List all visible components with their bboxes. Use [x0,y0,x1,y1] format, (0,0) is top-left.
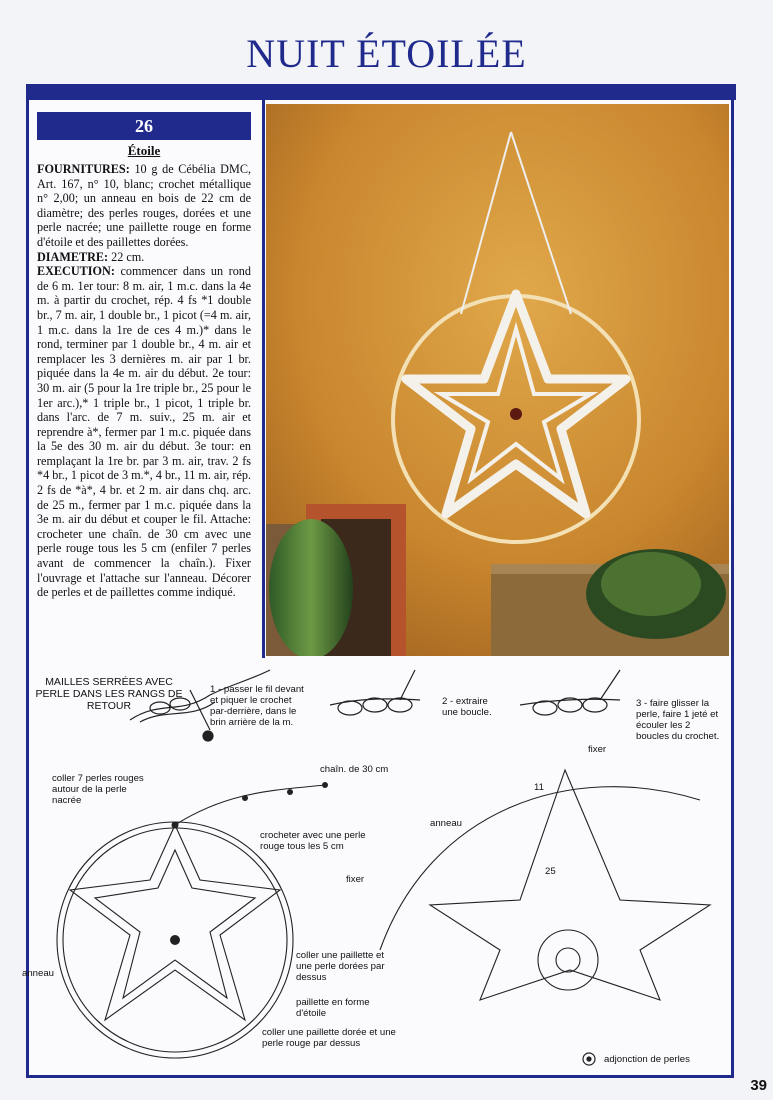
label-fixer-top: fixer [588,744,607,755]
label-paillette-etoile: paillette en forme d'étoile [296,997,370,1019]
label-paillette-rouge: coller une paillette dorée et une perle rouge par dessus [262,1027,396,1049]
legend-adjonction: adjonction de perles [604,1054,690,1065]
label-n25: 25 [545,866,556,877]
paragraph-fournitures: FOURNITURES: 10 g de Cébélia DMC, Art. 167, n° 10, blanc; crochet métallique n° 2,00; un anneau en bois de 22 cm de diamètre; des perles rouges, dorées et une perle nacrée; une paillette rouge en forme d'étoile et des paillettes dorées. [37,162,251,249]
technique-heading: MAILLES SERRÉES AVEC PERLE DANS LES RANGS DE RETOUR [35,676,183,712]
label-paillette-doree: coller une paillette et une perle dorées par dessus [296,950,385,983]
label-chain: chaîn. de 30 cm [320,764,389,775]
label-anneau-right: anneau [430,818,463,829]
paragraph-execution: EXECUTION: commencer dans un rond de 6 m. 1er tour: 8 m. air, 1 m.c. dans la 4e m. à partir du crochet, rép. 4 fs *1 double br., 7 m. air, 1 double br., 1 picot (=4 m. air, 1 m.c. dans la 1re de ces 4 m.)* dans le rond, terminer par 1 double br., 4 m. air et remplacer les 3 dernières m. air par 1 br. piquée dans la 4e m. air du début. 2e tour: 30 m. air (5 pour la 1re triple br., 25 pour le 1er arc.),* 1 triple br., 1 picot, 1 triple br. dans l'arc. de 7 m. suiv., 25 m. air et reprendre à*, fermer par 1 m.c. piquée dans la 5e des 30 m. air du début. 3e tour: en remplaçant la 1re br. par 3 m. air, trav. 2 fs *4 br., 1 picot de 3 m.*, 4 br., 11 m. air, rép. 2 fs de *à*, 4 br. et 2 m. air dans chq. arc. de 25 m., fermer par 1 m.c. piquée dans la 3e m. air du début et couper le fil. Attache: crocheter une chaîn. de 30 cm avec une perle rouge tous les 5 cm (enfiler 7 perles avant de commencer la chaîn.). Fixer l'ouvrage et l'attache sur l'anneau. Décorer de perles et de paillettes comme indiqué. [37,264,251,600]
label-fixer-left: fixer [346,874,365,885]
bead-legend-icon [582,1052,596,1066]
diagram-left [30,770,370,1070]
technique-step-3: 3 - faire glisser la perle, faire 1 jeté et écouler les 2 boucles du crochet. [636,698,720,742]
top-rule [26,84,736,100]
technique-step-1: 1 - passer le fil devant et piquer le crochet par-derrière, dans le brin arrière de la m. [210,684,304,728]
label-coller-7: coller 7 perles rouges autour de la perle nacrée [52,773,144,806]
label-anneau-left: anneau [22,968,55,979]
instructions [37,162,251,600]
page-number: 39 [750,1077,767,1094]
label-crocheter: crocheter avec une perle rouge tous les 5 cm [260,830,366,852]
page-title: NUIT ÉTOILÉE [246,31,527,76]
pattern-name: Étoile [127,143,161,158]
divider [262,100,265,658]
paragraph-diametre: DIAMETRE: 22 cm. [37,249,145,264]
photo-star-ornament [266,104,729,656]
technique-step-2: 2 - extraire une boucle. [442,696,492,718]
label-n11: 11 [534,782,544,793]
diagram-right [370,750,730,1040]
pattern-number: 26 [37,112,251,140]
